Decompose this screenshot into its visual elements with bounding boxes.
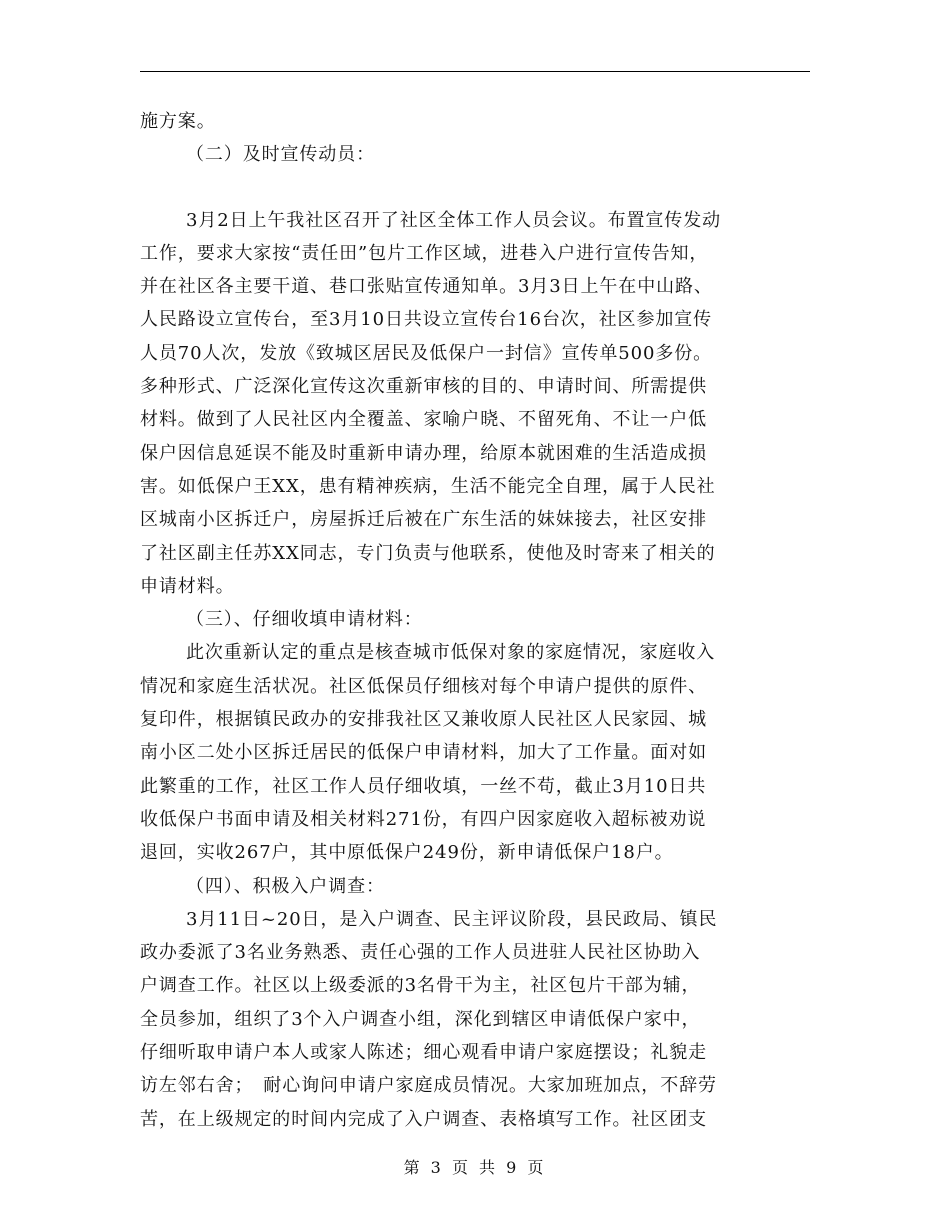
text-line: 苦，在上级规定的时间内完成了入户调查、表格填写工作。社区团支 [140, 1108, 707, 1130]
text-line: 3月2日上午我社区召开了社区全体工作人员会议。布置宣传发动 [186, 209, 722, 231]
text-line: 全员参加，组织了3个入户调查小组，深化到辖区申请低保户家中， [140, 1008, 701, 1030]
text-line: 3月11日~20日，是入户调查、民主评议阶段，县民政局、镇民 [186, 908, 718, 930]
text-line: 退回，实收267户，其中原低保户249份，新申请低保户18户。 [140, 842, 674, 864]
text-line: 户调查工作。社区以上级委派的3名骨干为主，社区包片干部为辅， [140, 975, 701, 997]
text-line: 多种形式、广泛深化宣传这次重新审核的目的、申请时间、所需提供 [140, 376, 707, 398]
body-text [140, 105, 810, 1136]
text-line: 施方案。 [140, 111, 216, 132]
text-line: 南小区二处小区拆迁居民的低保户申请材料，加大了工作量。面对如 [140, 742, 707, 764]
text-line: 保户因信息延误不能及时重新申请办理，给原本就困难的生活造成损 [140, 442, 707, 464]
text-line: 此繁重的工作，社区工作人员仔细收填，一丝不苟，截止3月10日共 [140, 775, 707, 797]
text-line: 并在社区各主要干道、巷口张贴宣传通知单。3月3日上午在中山路、 [140, 276, 713, 298]
text-line: 了社区副主任苏XX同志，专门负责与他联系，使他及时寄来了相关的 [140, 542, 716, 564]
header-rule [140, 71, 810, 72]
section-heading: （二）及时宣传动员： [186, 144, 375, 166]
text-line: 工作，要求大家按“责任田”包片工作区域，进巷入户进行宣传告知， [140, 242, 709, 264]
text-line: 访左邻右舍； 耐心询问申请户家庭成员情况。大家加班加点，不辞劳 [140, 1075, 717, 1097]
page-number-footer: 第 3 页 共 9 页 [403, 1158, 547, 1177]
text-line: 人民路设立宣传台，至3月10日共设立宣传台16台次，社区参加宣传 [140, 309, 713, 331]
text-line: 区城南小区拆迁户，房屋拆迁后被在广东生活的妹妹接去，社区安排 [140, 509, 707, 531]
text-line: 仔细听取申请户本人或家人陈述；细心观看申请户家庭摆设；礼貌走 [140, 1042, 707, 1064]
text-line: 复印件，根据镇民政办的安排我社区又兼收原人民社区人民家园、城 [140, 709, 707, 731]
text-line: 收低保户书面申请及相关材料271份，有四户因家庭收入超标被劝说 [140, 808, 707, 830]
section-heading: （四）、积极入户调查： [186, 875, 385, 897]
text-line: 政办委派了3名业务熟悉、责任心强的工作人员进驻人民社区协助入 [140, 942, 701, 964]
text-line: 申请材料。 [140, 575, 235, 597]
text-line: 情况和家庭生活状况。社区低保员仔细核对每个申请户提供的原件、 [140, 675, 707, 697]
text-line: 材料。做到了人民社区内全覆盖、家喻户晓、不留死角、不让一户低 [140, 409, 707, 431]
paragraph-gap [140, 172, 810, 204]
text-line: 此次重新认定的重点是核查城市低保对象的家庭情况，家庭收入 [186, 642, 716, 664]
text-line: 人员70人次，发放《致城区居民及低保户一封信》宣传单500多份。 [140, 342, 713, 364]
section-heading: （三）、仔细收填申请材料： [186, 609, 423, 631]
text-line: 害。如低保户王XX，患有精神疾病，生活不能完全自理，属于人民社 [140, 475, 716, 497]
